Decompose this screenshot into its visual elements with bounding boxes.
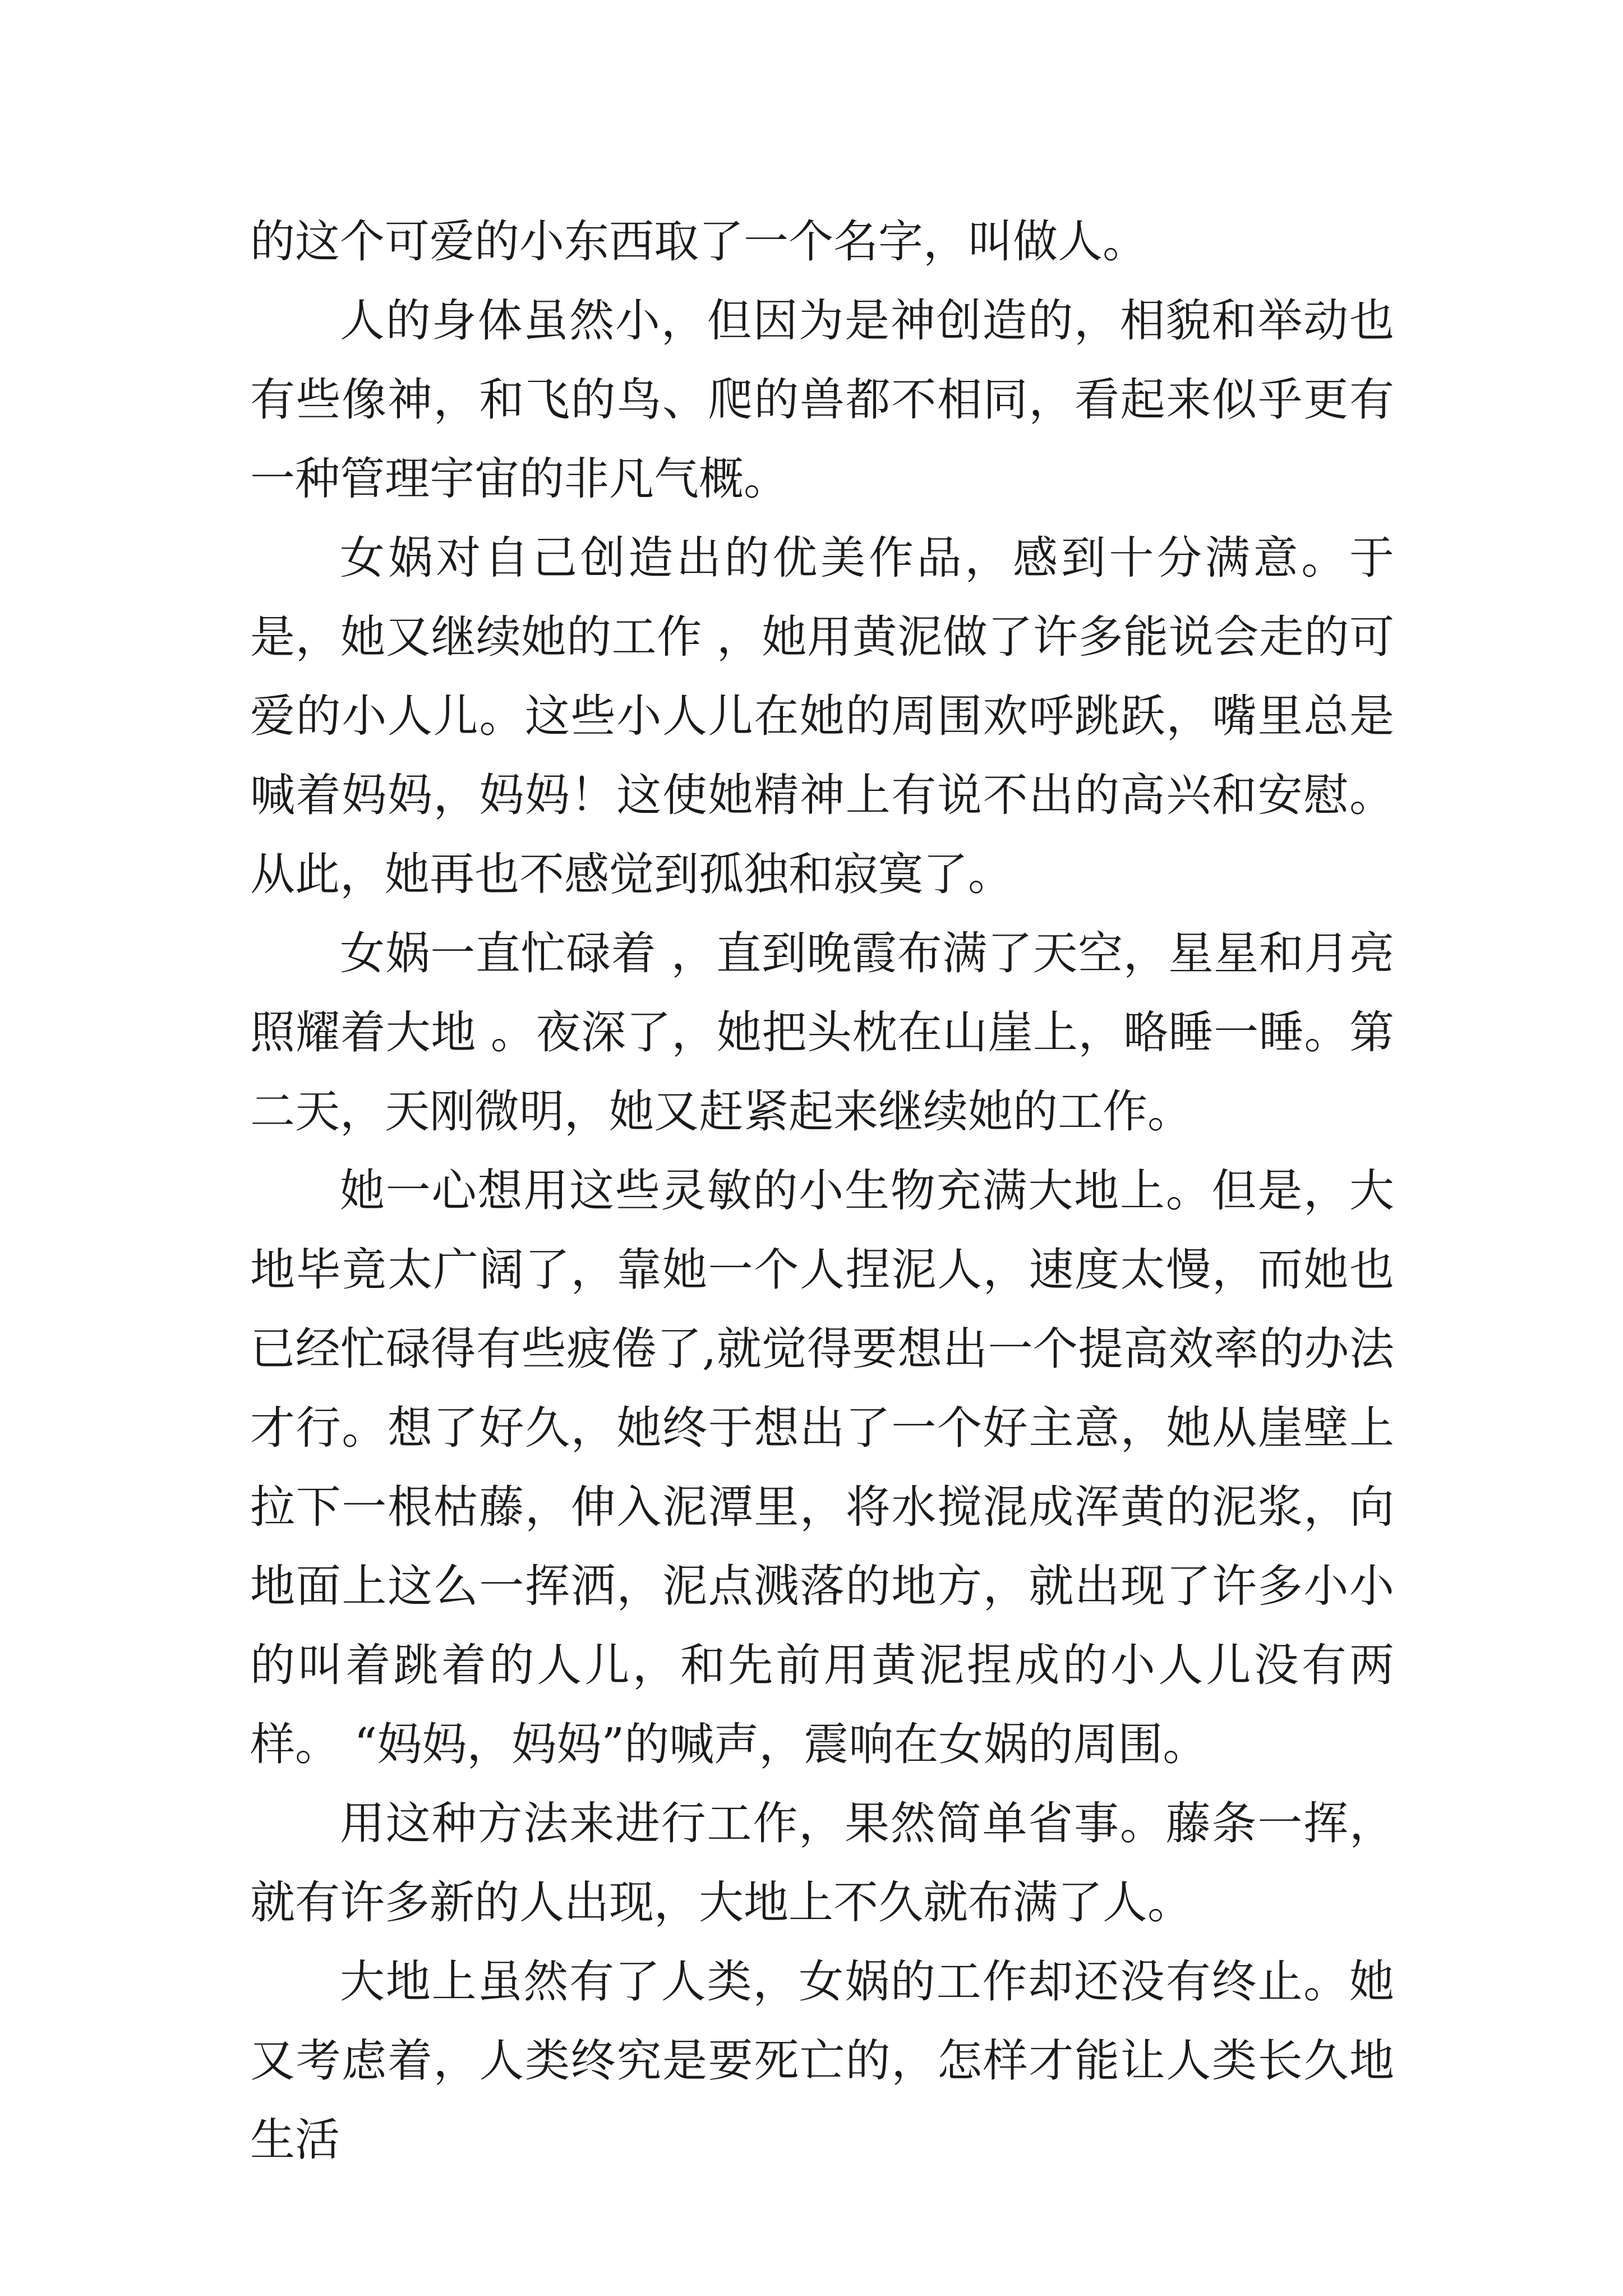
paragraph: 人的身体虽然小，但因为是神创造的，相貌和举动也有些像神，和飞的鸟、爬的兽都不相同，看起来似乎更有一种管理宇宙的非凡气概。	[250, 295, 1394, 505]
paragraph-truncated: 大地上虽然有了人类，女娲的工作却还没有终止。她又考虑着，人类终究是要死亡的，怎样才能让人类长久地生活	[250, 1955, 1394, 2166]
paragraph: 女娲一直忙碌着 ，直到晚霞布满了天空，星星和月亮照耀着大地 。夜深了，她把头枕在山崖上，略睡一睡。第二天，天刚微明，她又赶紧起来继续她的工作。	[250, 927, 1394, 1138]
paragraph: 她一心想用这些灵敏的小生物充满大地上。但是，大地毕竟太广阔了，靠她一个人捏泥人，速度太慢，而她也已经忙碌得有些疲倦了,就觉得要想出一个提高效率的办法才行。想了好久，她终于想出了一个好主意，她从崖壁上拉下一根枯藤，伸入泥潭里，将水搅混成浑黄的泥浆，向地面上这么一挥洒，泥点溅落的地方，就出现了许多小小的叫着跳着的人儿，和先前用黄泥捏成的小人儿没有两样。 “妈妈，妈妈”的喊声，震响在女娲的周围。	[250, 1165, 1394, 1770]
paragraph: 女娲对自己创造出的优美作品，感到十分满意。于是，她又继续她的工作 ，她用黄泥做了许多能说会走的可爱的小人儿。这些小人儿在她的周围欢呼跳跃，嘴里总是喊着妈妈，妈妈！这使她精神上有说不出的高兴和安慰。从此，她再也不感觉到孤独和寂寞了。	[250, 532, 1394, 900]
body-text	[250, 202, 1394, 2179]
paragraph: 用这种方法来进行工作，果然简单省事。藤条一挥，就有许多新的人出现，大地上不久就布满了人。	[250, 1797, 1394, 1929]
paragraph-continuation: 的这个可爱的小东西取了一个名字，叫做人。	[250, 215, 1147, 268]
